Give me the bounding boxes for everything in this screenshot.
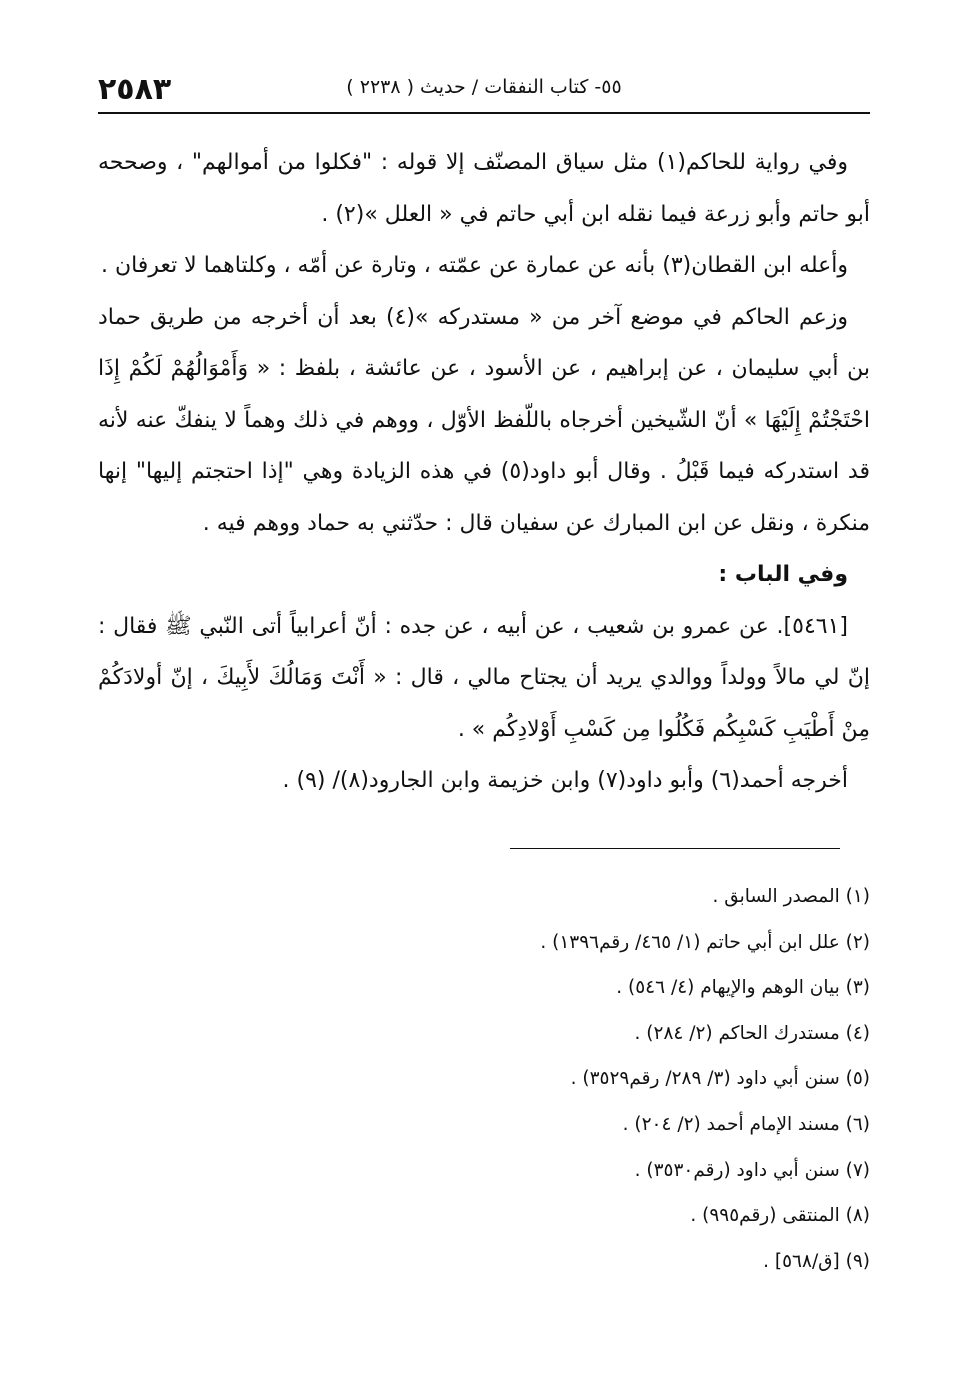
running-title: ٥٥- كتاب النفقات / حديث ( ٢٢٣٨ )	[346, 76, 622, 98]
main-text	[98, 137, 870, 807]
paragraph-ibn-qattan: وأعله ابن القطان(٣) بأنه عن عمارة عن عمّته ، وتارة عن أمّه ، وكلتاهما لا تعرفان .	[100, 253, 848, 278]
footnote-4: (٤) مستدرك الحاكم (٢/ ٢٨٤) .	[634, 1022, 870, 1044]
paragraph-hakim-claim: وزعم الحاكم في موضع آخر من « مستدركه »(٤) بعد أن أخرجه من طريق حماد بن أبي سليمان ، عن إبراهيم ، عن الأسود ، عن عائشة ، بلفظ : « وَأَمْوَالُهُمْ لَكُمْ إِذَا احْتَجْتُمْ إِلَيْهَا » أنّ الشّيخين أخرجاه باللّفظ الأوّل ، ووهم في ذلك وهماً لا ينفكّ عنه لأنه قد استدركه فيما قَبْلُ . وقال أبو داود(٥) في هذه الزيادة وهي "إذا احتجتم إليها" إنها منكرة ، ونقل عن ابن المبارك عن سفيان قال : حدّثني به حماد ووهم فيه .	[98, 304, 870, 536]
page-number: ٢٥٨٣	[98, 72, 172, 107]
paragraph-hadith-5461: [٥٤٦١]. عن عمرو بن شعيب ، عن أبيه ، عن جده : أنّ أعرابياً أتى النّبي ﷺ فقال : إنّ لي مالاً وولداً ووالدي يريد أن يجتاح مالي ، قال : « أَنْتَ وَمَالُكَ لأَبِيكَ ، إنّ أولادَكُمْ مِنْ أَطْيَبِ كَسْبِكُم فَكُلُوا مِن كَسْبِ أَوْلادِكُم » .	[98, 613, 870, 742]
footnote-9: (٩) [ق/٥٦٨] .	[763, 1250, 870, 1272]
paragraph-takhrij: أخرجه أحمد(٦) وأبو داود(٧) وابن خزيمة وابن الجارود(٨)/ (٩) .	[282, 768, 848, 793]
footnote-3: (٣) بيان الوهم والإيهام (٤/ ٥٤٦) .	[616, 977, 870, 999]
footnote-separator	[510, 848, 840, 849]
footnote-2: (٢) علل ابن أبي حاتم (١/ ٤٦٥/ رقم١٣٩٦) .	[540, 931, 870, 953]
footnotes	[98, 874, 870, 1284]
footnote-1: (١) المصدر السابق .	[712, 886, 870, 907]
page-header	[98, 62, 870, 114]
section-heading: وفي الباب :	[718, 562, 848, 587]
footnote-7: (٧) سنن أبي داود (رقم٣٥٣٠) .	[634, 1159, 870, 1181]
header-rule	[98, 112, 870, 114]
footnote-5: (٥) سنن أبي داود (٣/ ٢٨٩/ رقم٣٥٢٩) .	[570, 1068, 870, 1090]
footnote-8: (٨) المنتقى (رقم٩٩٥) .	[690, 1205, 870, 1227]
paragraph-hakim-narration: وفي رواية للحاكم(١) مثل سياق المصنّف إلا قوله : "فكلوا من أموالهم" ، وصححه أبو حاتم وأبو زرعة فيما نقله ابن أبي حاتم في « العلل »(٢) .	[98, 150, 870, 227]
footnote-6: (٦) مسند الإمام أحمد (٢/ ٢٠٤) .	[622, 1113, 870, 1135]
